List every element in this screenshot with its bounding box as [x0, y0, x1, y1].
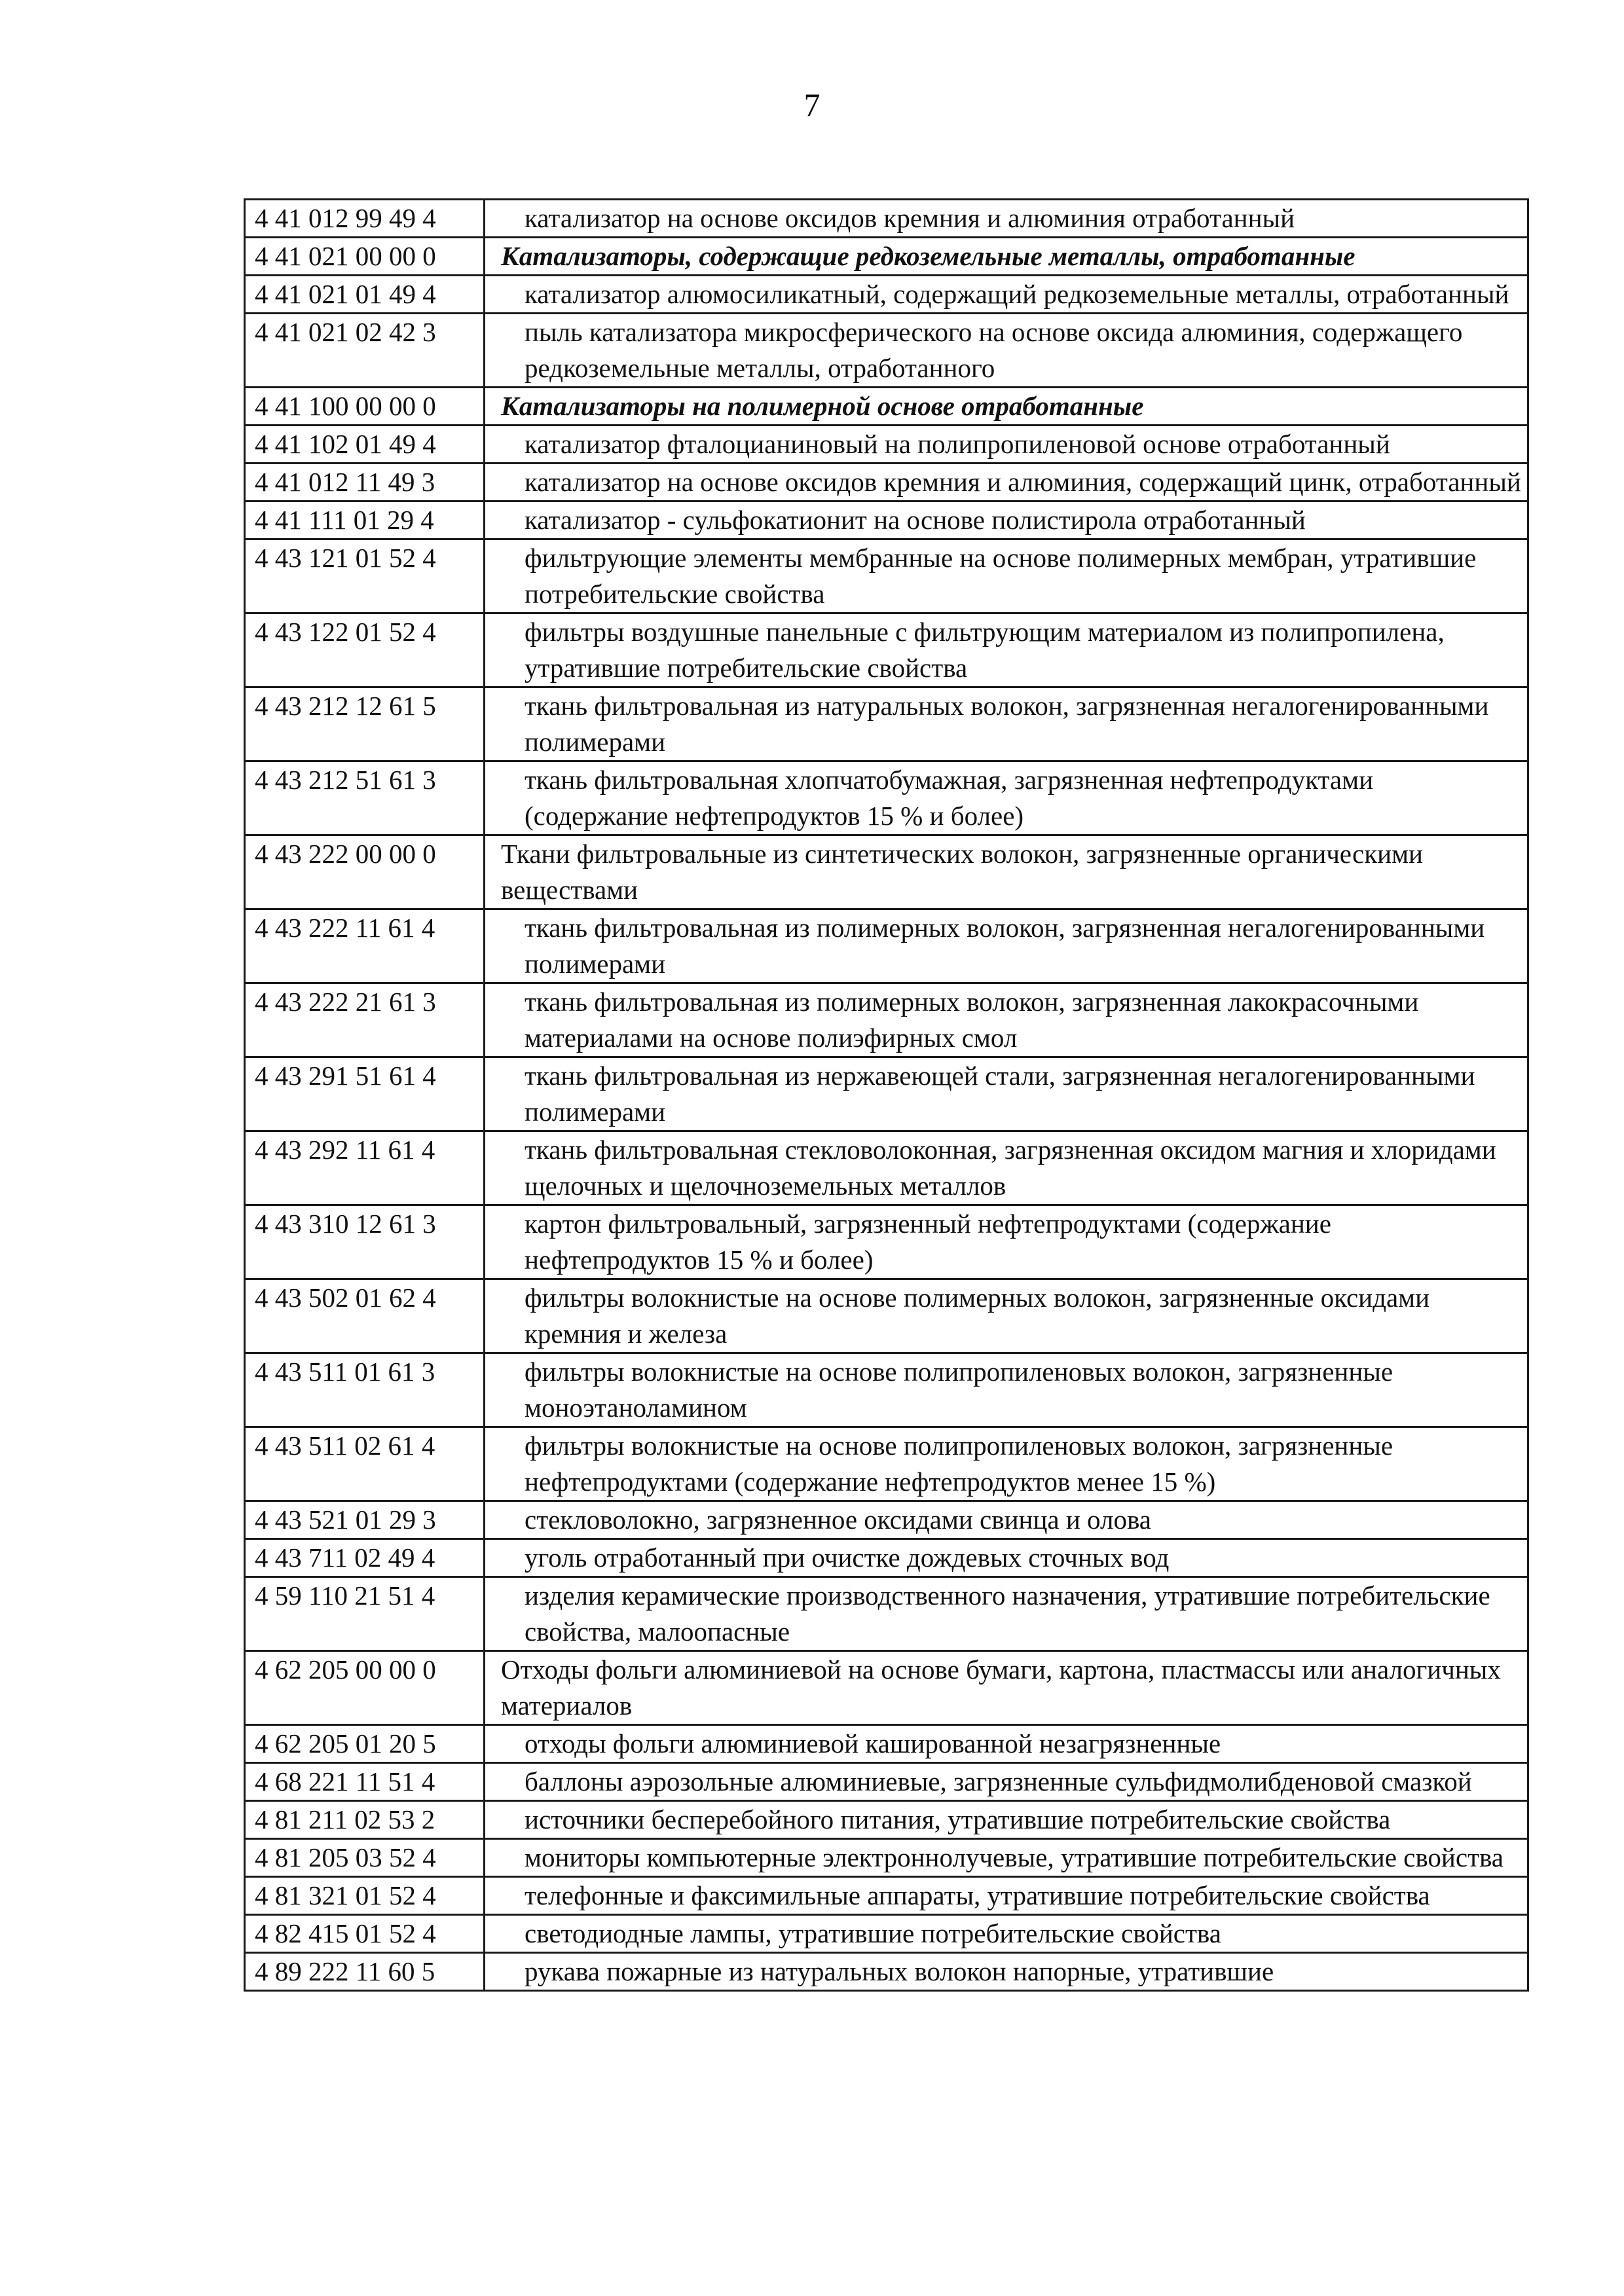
table-row	[245, 501, 1528, 539]
table-body	[245, 200, 1528, 1991]
table-row	[245, 1539, 1528, 1577]
table-row	[245, 1279, 1528, 1353]
table-row	[245, 1353, 1528, 1427]
waste-code-cell: 4 41 021 00 00 0	[245, 238, 485, 276]
table-row	[245, 1801, 1528, 1839]
waste-code-cell: 4 41 021 01 49 4	[245, 276, 485, 314]
table-row	[245, 1131, 1528, 1205]
waste-code-cell: 4 62 205 01 20 5	[245, 1725, 485, 1763]
waste-description-cell: катализатор - сульфокатионит на основе полистирола отработанный	[485, 501, 1528, 539]
waste-code-cell: 4 43 292 11 61 4	[245, 1131, 485, 1205]
table-row	[245, 1725, 1528, 1763]
waste-code-cell: 4 43 121 01 52 4	[245, 539, 485, 613]
waste-description-cell: мониторы компьютерные электроннолучевые, утратившие потребительские свойства	[485, 1839, 1528, 1877]
waste-code-cell: 4 43 222 11 61 4	[245, 909, 485, 983]
waste-description-cell: телефонные и факсимильные аппараты, утратившие потребительские свойства	[485, 1877, 1528, 1915]
waste-description-cell: ткань фильтровальная из полимерных волокон, загрязненная негалогенированными полимерами	[485, 909, 1528, 983]
waste-code-cell: 4 82 415 01 52 4	[245, 1915, 485, 1953]
waste-description-cell: изделия керамические производственного назначения, утратившие потребительские свойства, малоопасные	[485, 1577, 1528, 1651]
table-row	[245, 1839, 1528, 1877]
waste-group-heading-cell: Катализаторы на полимерной основе отработанные	[485, 388, 1528, 426]
waste-code-cell: 4 62 205 00 00 0	[245, 1651, 485, 1725]
waste-description-cell: картон фильтровальный, загрязненный нефтепродуктами (содержание нефтепродуктов 15 % и более)	[485, 1205, 1528, 1279]
waste-code-cell: 4 41 100 00 00 0	[245, 388, 485, 426]
waste-description-cell: уголь отработанный при очистке дождевых сточных вод	[485, 1539, 1528, 1577]
waste-code-cell: 4 41 021 02 42 3	[245, 314, 485, 388]
waste-description-cell: катализатор на основе оксидов кремния и алюминия, содержащий цинк, отработанный	[485, 464, 1528, 501]
waste-description-cell: фильтры волокнистые на основе полимерных волокон, загрязненные оксидами кремния и железа	[485, 1279, 1528, 1353]
waste-group-heading-cell: Отходы фольги алюминиевой на основе бумаги, картона, пластмассы или аналогичных материалов	[485, 1651, 1528, 1725]
waste-code-cell: 4 41 111 01 29 4	[245, 501, 485, 539]
waste-code-cell: 4 41 102 01 49 4	[245, 426, 485, 464]
table-row	[245, 1577, 1528, 1651]
waste-code-cell: 4 43 711 02 49 4	[245, 1539, 485, 1577]
waste-description-cell: отходы фольги алюминиевой кашированной незагрязненные	[485, 1725, 1528, 1763]
waste-code-cell: 4 43 291 51 61 4	[245, 1057, 485, 1131]
waste-code-cell: 4 43 511 02 61 4	[245, 1427, 485, 1501]
waste-description-cell: рукава пожарные из натуральных волокон напорные, утратившие	[485, 1953, 1528, 1991]
table-row	[245, 426, 1528, 464]
table-row	[245, 539, 1528, 613]
waste-code-cell: 4 43 511 01 61 3	[245, 1353, 485, 1427]
waste-description-cell: ткань фильтровальная стекловолоконная, загрязненная оксидом магния и хлоридами щелочных и щелочноземельных металлов	[485, 1131, 1528, 1205]
waste-description-cell: ткань фильтровальная из натуральных волокон, загрязненная негалогенированными полимерами	[485, 687, 1528, 761]
waste-code-cell: 4 43 122 01 52 4	[245, 613, 485, 687]
waste-code-cell: 4 43 222 21 61 3	[245, 983, 485, 1057]
table-row	[245, 983, 1528, 1057]
table-row	[245, 1763, 1528, 1801]
waste-code-cell: 4 43 212 51 61 3	[245, 761, 485, 835]
table-row	[245, 1205, 1528, 1279]
waste-group-heading-cell: Катализаторы, содержащие редкоземельные металлы, отработанные	[485, 238, 1528, 276]
waste-code-cell: 4 43 212 12 61 5	[245, 687, 485, 761]
waste-group-heading-cell: Ткани фильтровальные из синтетических волокон, загрязненные органическими веществами	[485, 835, 1528, 909]
table-row	[245, 1915, 1528, 1953]
waste-description-cell: ткань фильтровальная хлопчатобумажная, загрязненная нефтепродуктами (содержание нефтепродуктов 15 % и более)	[485, 761, 1528, 835]
waste-code-cell: 4 81 205 03 52 4	[245, 1839, 485, 1877]
waste-description-cell: катализатор алюмосиликатный, содержащий редкоземельные металлы, отработанный	[485, 276, 1528, 314]
waste-code-cell: 4 81 321 01 52 4	[245, 1877, 485, 1915]
table-row	[245, 276, 1528, 314]
waste-code-cell: 4 41 012 99 49 4	[245, 200, 485, 238]
table-row	[245, 1427, 1528, 1501]
table-row	[245, 909, 1528, 983]
waste-code-cell: 4 68 221 11 51 4	[245, 1763, 485, 1801]
table-row	[245, 1501, 1528, 1539]
waste-code-cell: 4 43 502 01 62 4	[245, 1279, 485, 1353]
waste-code-cell: 4 43 521 01 29 3	[245, 1501, 485, 1539]
table-row	[245, 1651, 1528, 1725]
waste-description-cell: ткань фильтровальная из полимерных волокон, загрязненная лакокрасочными материалами на основе полиэфирных смол	[485, 983, 1528, 1057]
waste-description-cell: источники бесперебойного питания, утратившие потребительские свойства	[485, 1801, 1528, 1839]
waste-description-cell: фильтры воздушные панельные с фильтрующим материалом из полипропилена, утратившие потребительские свойства	[485, 613, 1528, 687]
waste-description-cell: фильтры волокнистые на основе полипропиленовых волокон, загрязненные нефтепродуктами (содержание нефтепродуктов менее 15 %)	[485, 1427, 1528, 1501]
waste-description-cell: светодиодные лампы, утратившие потребительские свойства	[485, 1915, 1528, 1953]
waste-description-cell: фильтрующие элементы мембранные на основе полимерных мембран, утратившие потребительские свойства	[485, 539, 1528, 613]
waste-code-cell: 4 89 222 11 60 5	[245, 1953, 485, 1991]
waste-description-cell: баллоны аэрозольные алюминиевые, загрязненные сульфидмолибденовой смазкой	[485, 1763, 1528, 1801]
table-row	[245, 200, 1528, 238]
waste-code-cell: 4 81 211 02 53 2	[245, 1801, 485, 1839]
waste-code-cell: 4 43 310 12 61 3	[245, 1205, 485, 1279]
waste-description-cell: пыль катализатора микросферического на основе оксида алюминия, содержащего редкоземельные металлы, отработанного	[485, 314, 1528, 388]
waste-code-cell: 4 59 110 21 51 4	[245, 1577, 485, 1651]
waste-description-cell: катализатор на основе оксидов кремния и алюминия отработанный	[485, 200, 1528, 238]
waste-description-cell: стекловолокно, загрязненное оксидами свинца и олова	[485, 1501, 1528, 1539]
table-row	[245, 464, 1528, 501]
table-row	[245, 1057, 1528, 1131]
waste-code-cell: 4 41 012 11 49 3	[245, 464, 485, 501]
waste-code-cell: 4 43 222 00 00 0	[245, 835, 485, 909]
waste-description-cell: катализатор фталоцианиновый на полипропиленовой основе отработанный	[485, 426, 1528, 464]
table-row	[245, 388, 1528, 426]
page-number: 7	[803, 86, 821, 123]
table-row	[245, 1953, 1528, 1991]
table-row	[245, 687, 1528, 761]
waste-description-cell: ткань фильтровальная из нержавеющей стали, загрязненная негалогенированными полимерами	[485, 1057, 1528, 1131]
waste-classification-table	[244, 198, 1529, 1992]
table-row	[245, 761, 1528, 835]
table-row	[245, 613, 1528, 687]
table-row	[245, 1877, 1528, 1915]
table-row	[245, 835, 1528, 909]
waste-description-cell: фильтры волокнистые на основе полипропиленовых волокон, загрязненные моноэтаноламином	[485, 1353, 1528, 1427]
table-row	[245, 314, 1528, 388]
table-row	[245, 238, 1528, 276]
